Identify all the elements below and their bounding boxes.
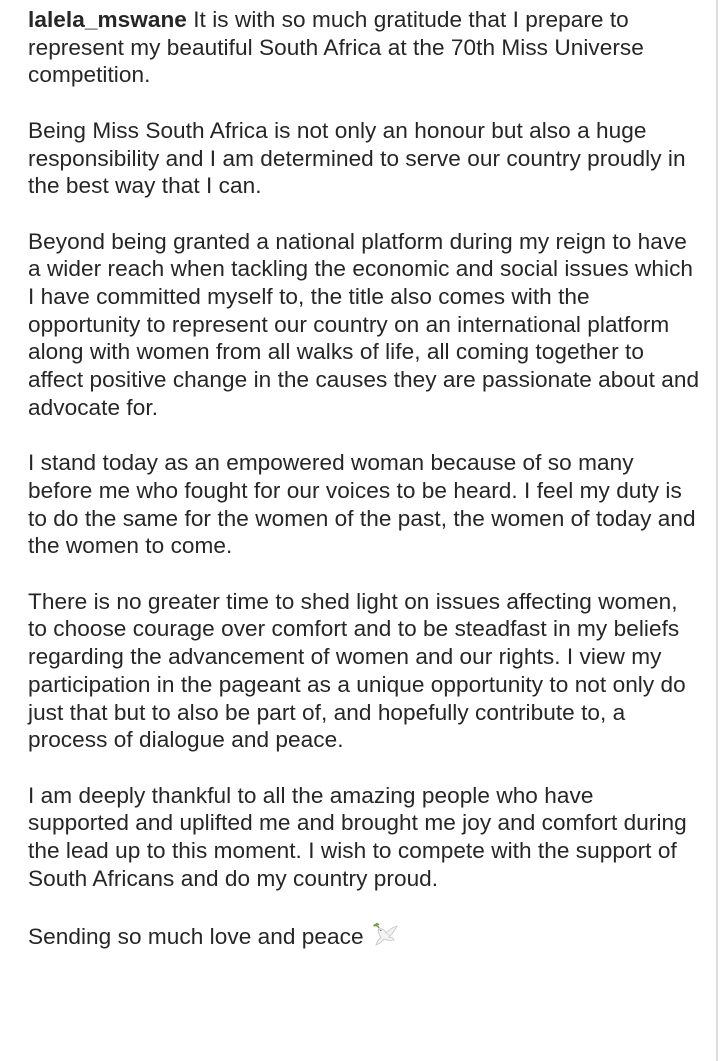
caption-closing — [28, 920, 700, 951]
post-caption — [28, 6, 700, 979]
closing-text: Sending so much love and peace — [28, 924, 364, 950]
caption-text: It is with so much gratitude that I prepare to represent my beautiful South Africa at the 70th Miss Universe competition. — [28, 7, 644, 88]
username-link[interactable]: lalela_mswane — [28, 7, 187, 32]
dove-icon — [370, 920, 400, 950]
caption-paragraph-6: I am deeply thankful to all the amazing people who have supported and uplifted me and brought me joy and comfort during the lead up to this moment. I wish to compete with the support of South Africans and do my country proud. — [28, 782, 687, 891]
caption-paragraph-4: I stand today as an empowered woman because of so many before me who fought for our voices to be heard. I feel my duty is to do the same for the women of the past, the women of today and the women to come. — [28, 450, 696, 559]
caption-paragraph-3: Beyond being granted a national platform during my reign to have a wider reach when tackling the economic and social issues which I have committed myself to, the title also comes with the opportunity to represent our country on an international platform along with women from all walks of life, all coming together to affect positive change in the causes they are passionate about and advocate for. — [28, 228, 700, 420]
caption-paragraph-1 — [28, 6, 700, 89]
caption-paragraph-2: Being Miss South Africa is not only an honour but also a huge responsibility and I am determined to serve our country proudly in the best way that I can. — [28, 117, 686, 199]
caption-paragraph-5: There is no greater time to shed light on issues affecting women, to choose courage over comfort and to be steadfast in my beliefs regarding the advancement of women and our rights. I view my participation in the pageant as a unique opportunity to not only do just that but to also be part of, and hopefully contribute to, a process of dialogue and peace. — [28, 588, 686, 753]
